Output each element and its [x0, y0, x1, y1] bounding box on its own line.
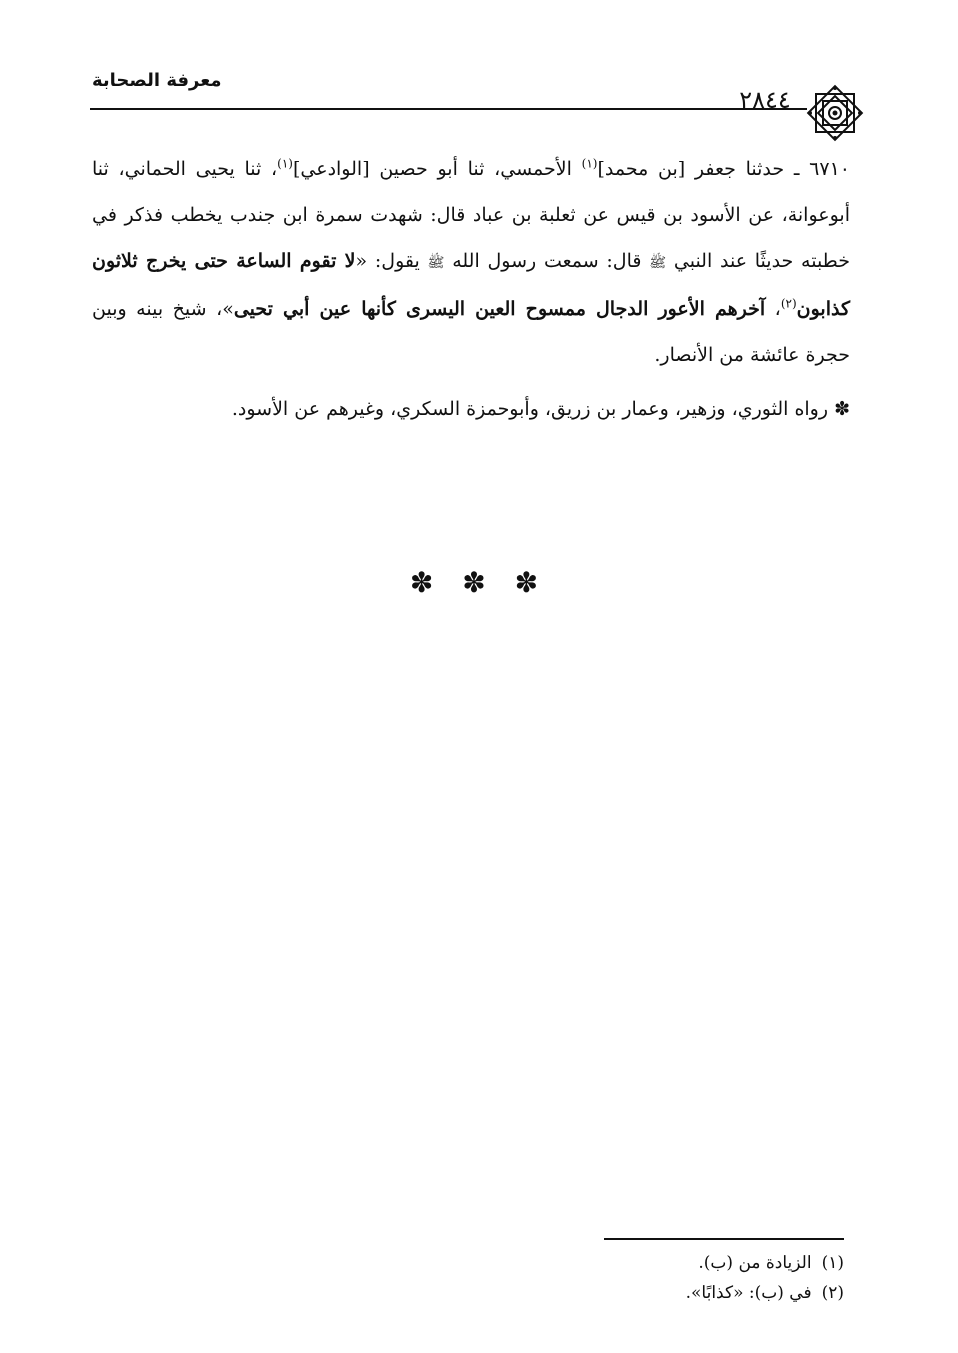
footnote-ref-2: (٢) [780, 296, 797, 311]
header-rule [90, 108, 807, 110]
hadith-isnad-part-3: ، ثنا يحيى الحماني، ثنا أبوعوانة، عن الأسود بن قيس عن ثعلبة بن عباد قال: شهدت سمرة ابن جندب يخطب فذكر في خطبته حديثًا عند النبي [92, 158, 851, 272]
hadith-comma: ، [765, 298, 781, 320]
salutation-glyph: ﷺ [649, 255, 667, 271]
hadith-paragraph [92, 146, 850, 378]
hadith-isnad-start: ٦٧١٠ ـ حدثنا جعفر [بن محمد] [597, 158, 850, 180]
hadith-closing: »، شيخ بينه وبين حجرة عائشة من الأنصار. [92, 298, 850, 366]
footnote-ref-1b: (١) [277, 156, 293, 171]
footnote-text: الزيادة من (ب). [698, 1253, 812, 1273]
hadith-isnad-part-4: قال: سمعت رسول الله [444, 250, 650, 272]
salutation-glyph: ﷺ [427, 255, 445, 271]
footnote-1 [500, 1248, 844, 1278]
octagram-ornament-icon [804, 82, 866, 144]
running-title: معرفة الصحابة [92, 70, 222, 91]
footnote-ref-1: (١) [581, 156, 598, 171]
hadith-isnad-part-5: يقول: « [355, 250, 428, 272]
hadith-matn-bold-1: لا تقوم الساعة حتى يخرج ثلاثون كذابون [92, 250, 850, 320]
narration-note: ✽ رواه الثوري، وزهير، وعمار بن زريق، وأبوحمزة السكري، وغيرهم عن الأسود. [231, 398, 850, 420]
page-number: ٢٨٤٤ [739, 86, 791, 114]
footnote-number: (١) [821, 1253, 844, 1273]
hadith-matn-bold-2: آخرهم الأعور الدجال ممسوح العين اليسرى كأنها عين أبي تحيى [233, 298, 766, 320]
section-separator: ✽ ✽ ✽ [409, 566, 549, 599]
hadith-isnad-part-2: الأحمسي، ثنا أبو حصين [الوادعي] [292, 158, 582, 180]
footnote-2 [500, 1278, 844, 1308]
main-text [92, 146, 850, 432]
footnote-text: في (ب): «كذابًا». [685, 1283, 812, 1303]
footnote-number: (٢) [821, 1283, 844, 1303]
footnote-rule [604, 1238, 844, 1240]
footnotes [500, 1248, 844, 1308]
